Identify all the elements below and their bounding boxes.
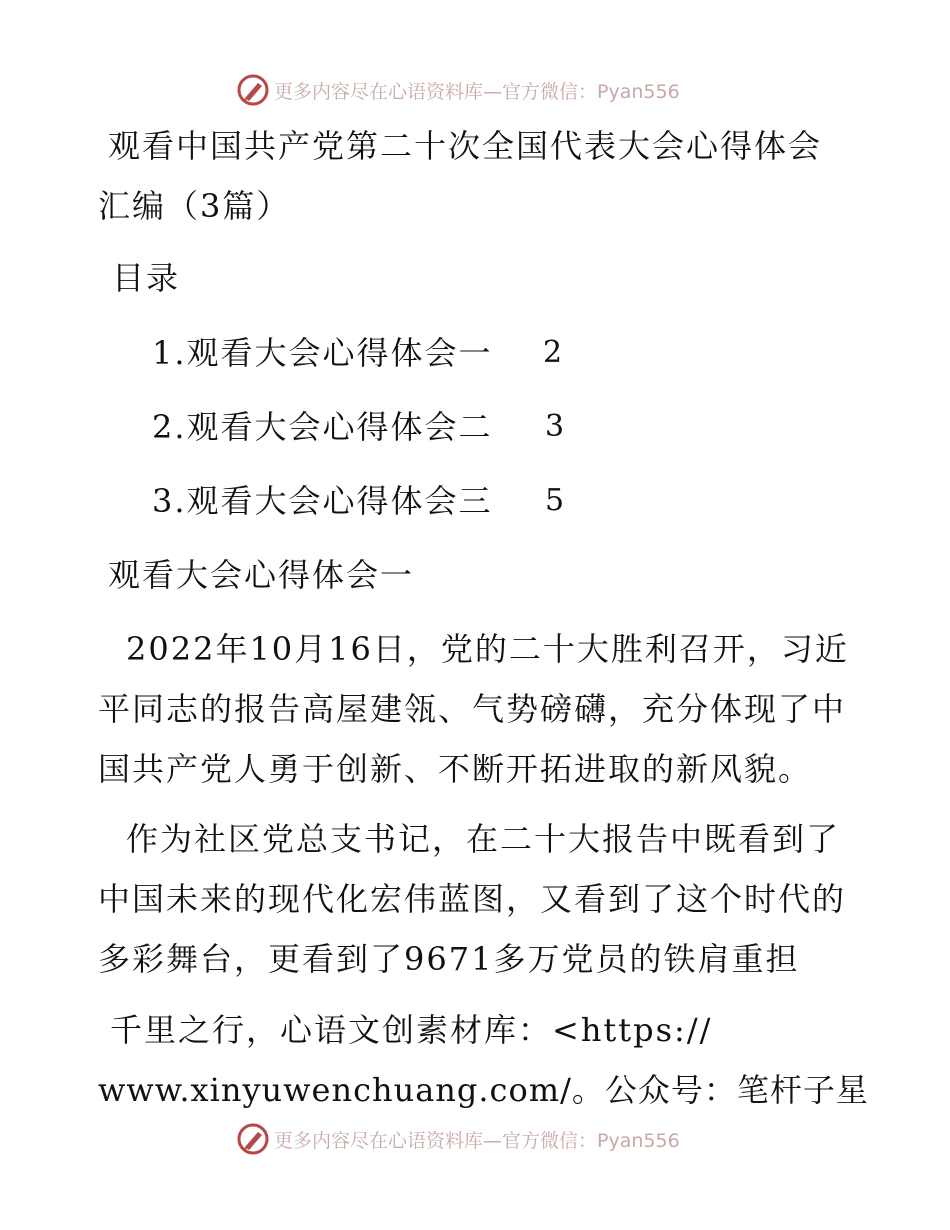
pen-logo-icon <box>236 1122 270 1156</box>
paragraph-1-line-1: 2022年10月16日，党的二十大胜利召开，习近 <box>126 630 849 668</box>
footer-banner <box>236 1122 680 1156</box>
paragraph-2-line-3: 多彩舞台，更看到了9671多万党员的铁肩重担 <box>98 940 800 978</box>
toc-item-1[interactable]: 1.观看大会心得体会一 <box>152 334 493 372</box>
paragraph-2-line-1: 作为社区党总支书记，在二十大报告中既看到了 <box>126 820 841 858</box>
header-banner-text: 更多内容尽在心语资料库—官方微信：Pyan556 <box>274 80 680 103</box>
toc-item-1-page: 2 <box>543 335 563 370</box>
pen-logo-icon <box>236 73 270 107</box>
paragraph-2-line-2: 中国未来的现代化宏伟蓝图，又看到了这个时代的 <box>98 880 847 918</box>
document-title-line2: 汇编（3篇） <box>98 187 291 225</box>
footer-banner-text: 更多内容尽在心语资料库—官方微信：Pyan556 <box>274 1129 680 1152</box>
toc-item-2[interactable]: 2.观看大会心得体会二 <box>152 408 493 446</box>
section-heading: 观看大会心得体会一 <box>108 556 415 594</box>
promo-line-2[interactable]: www.xinyuwenchuang.com/。公众号：笔杆子星 <box>98 1071 869 1109</box>
toc-item-3-page: 5 <box>545 483 565 518</box>
toc-heading: 目录 <box>112 259 181 297</box>
toc-item-3[interactable]: 3.观看大会心得体会三 <box>152 482 493 520</box>
header-banner <box>236 73 680 107</box>
paragraph-1-line-3: 国共产党人勇于创新、不断开拓进取的新风貌。 <box>98 750 813 788</box>
paragraph-1-line-2: 平同志的报告高屋建瓴、气势磅礴，充分体现了中 <box>98 690 847 728</box>
document-title-line1: 观看中国共产党第二十次全国代表大会心得体会 <box>108 127 823 165</box>
toc-item-2-page: 3 <box>545 409 565 444</box>
promo-line-1: 千里之行，心语文创素材库：<https:// <box>110 1011 713 1049</box>
